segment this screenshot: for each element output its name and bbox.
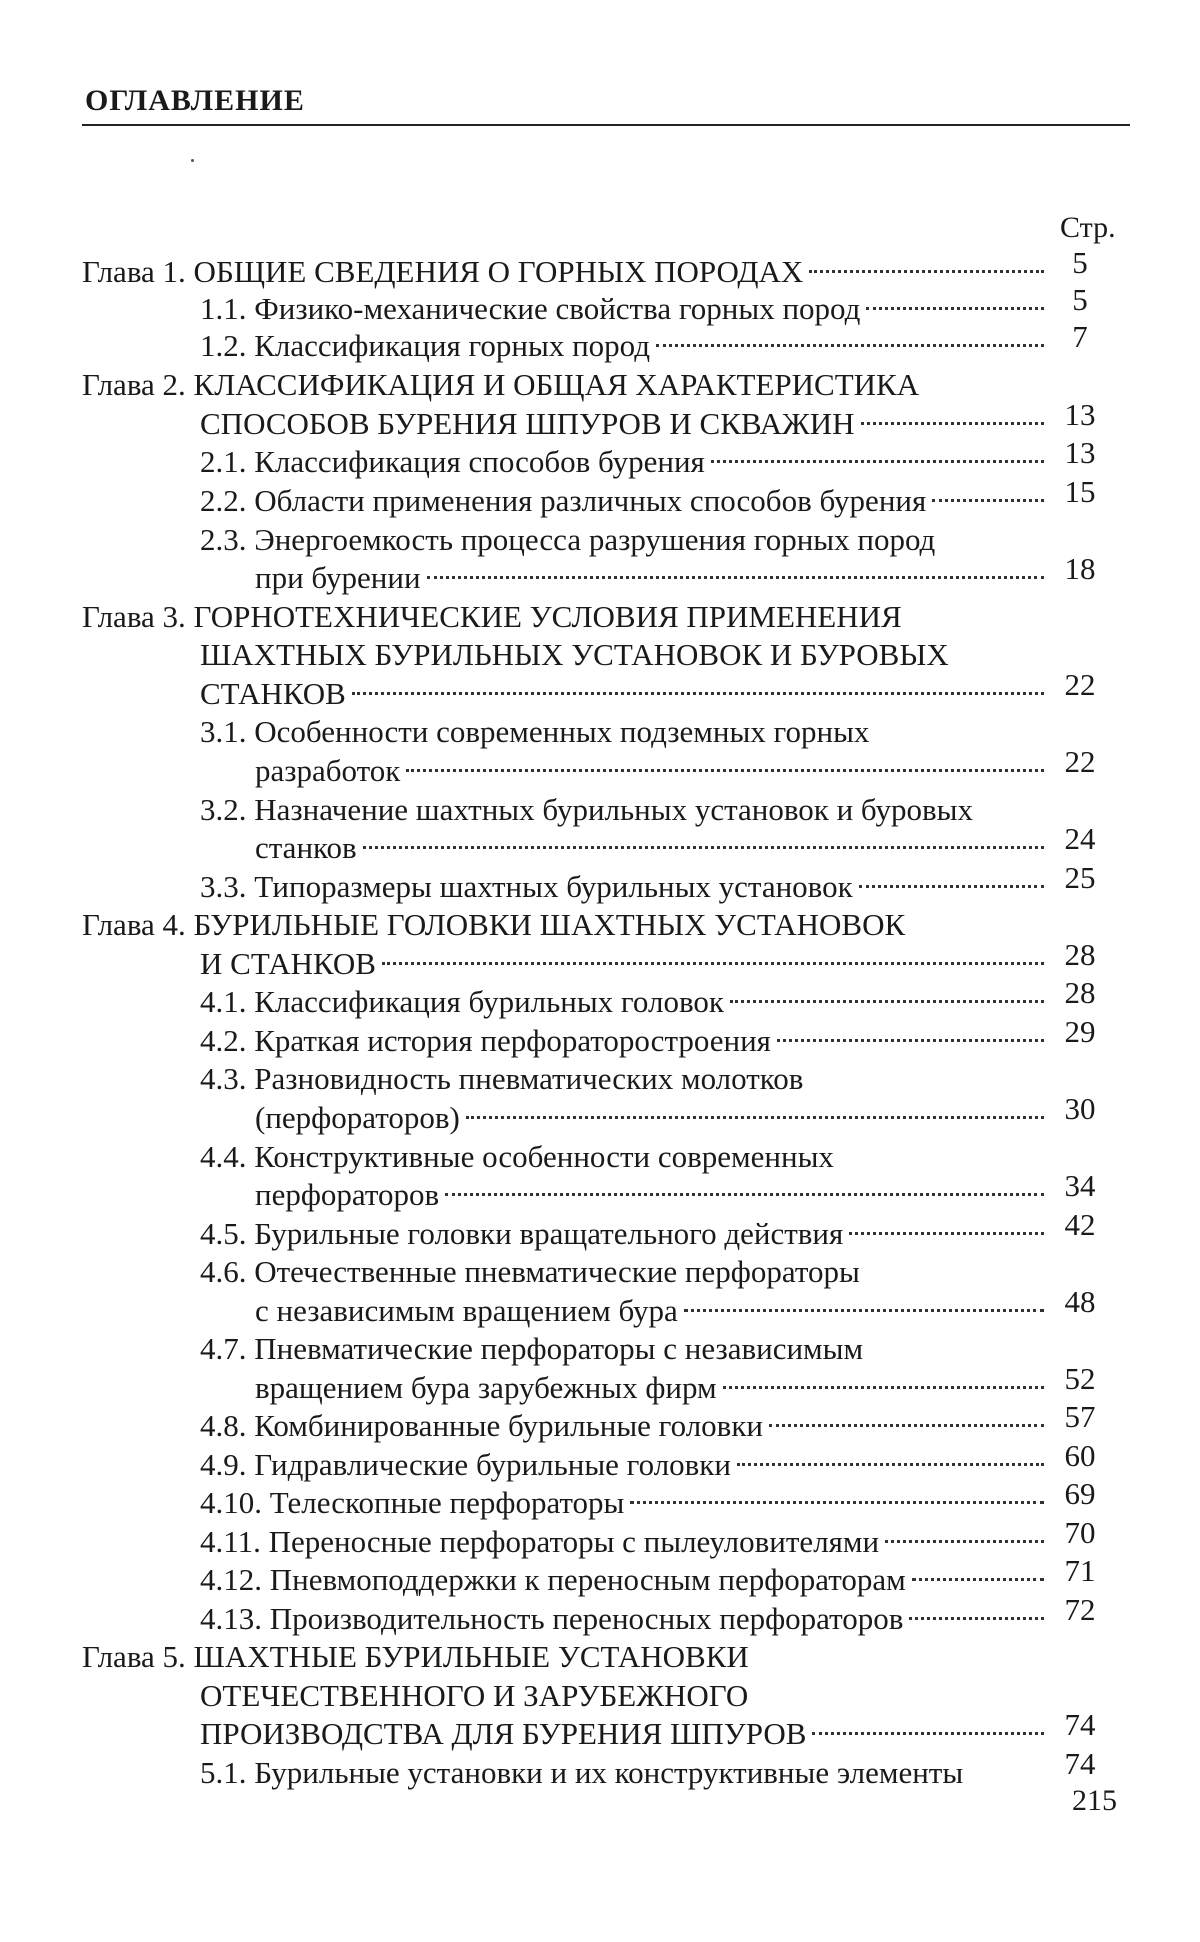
toc-page-number: 28 xyxy=(1064,975,1096,1010)
toc-entry-chapter-2-cont[interactable]: СПОСОБОВ БУРЕНИЯ ШПУРОВ И СКВАЖИН xyxy=(200,396,1050,434)
toc-page-number: 71 xyxy=(1064,1553,1096,1588)
toc-page-number: 25 xyxy=(1064,860,1096,895)
toc-entry-3-1[interactable]: 3.1. Особенности современных подземных горных xyxy=(200,714,870,749)
toc-page-number: 22 xyxy=(1064,667,1096,702)
toc-page-number: 52 xyxy=(1064,1361,1096,1396)
toc-entry-chapter-1[interactable]: Глава 1. ОБЩИЕ СВЕДЕНИЯ О ГОРНЫХ ПОРОДАХ xyxy=(82,244,1050,282)
toc-entry-chapter-4[interactable]: Глава 4. БУРИЛЬНЫЕ ГОЛОВКИ ШАХТНЫХ УСТАНОВОК xyxy=(82,907,906,942)
toc-entry-chapter-3[interactable]: Глава 3. ГОРНОТЕХНИЧЕСКИЕ УСЛОВИЯ ПРИМЕНЕНИЯ xyxy=(82,599,902,634)
toc-entry-4-11[interactable]: 4.11. Переносные перфораторы с пылеуловителями xyxy=(200,1514,1050,1552)
toc-entry-3-2[interactable]: 3.2. Назначение шахтных бурильных установок и буровых xyxy=(200,792,973,827)
toc-entry-1-1[interactable]: 1.1. Физико-механические свойства горных пород xyxy=(200,281,1050,319)
toc-entry-4-6[interactable]: 4.6. Отечественные пневматические перфораторы xyxy=(200,1254,860,1289)
toc-page-number: 74 xyxy=(1064,1707,1096,1742)
toc-entry-3-2-cont[interactable]: станков xyxy=(255,820,1050,858)
toc-entry-1-2[interactable]: 1.2. Классификация горных пород xyxy=(200,318,1050,356)
toc-page-number: 70 xyxy=(1064,1515,1096,1550)
toc-entry-2-3[interactable]: 2.3. Энергоемкость процесса разрушения горных пород xyxy=(200,522,936,557)
toc-page-number: 5 xyxy=(1072,245,1088,280)
toc-entry-chapter-3-cont-2[interactable]: СТАНКОВ xyxy=(200,666,1050,704)
toc-page-number: 74 xyxy=(1064,1746,1096,1781)
toc-page-number: 48 xyxy=(1064,1284,1096,1319)
toc-page-number: 5 xyxy=(1072,282,1088,317)
toc-entry-4-7[interactable]: 4.7. Пневматические перфораторы с независимым xyxy=(200,1331,864,1366)
toc-entry-chapter-3-cont[interactable]: ШАХТНЫХ БУРИЛЬНЫХ УСТАНОВОК И БУРОВЫХ xyxy=(200,637,949,672)
toc-page-number: 57 xyxy=(1064,1399,1096,1434)
toc-entry-5-1[interactable]: 5.1. Бурильные установки и их конструктивные элементы xyxy=(200,1755,964,1790)
toc-entry-4-1[interactable]: 4.1. Классификация бурильных головок xyxy=(200,974,1050,1012)
toc-entry-4-7-cont[interactable]: вращением бура зарубежных фирм xyxy=(255,1360,1050,1398)
toc-entry-chapter-2[interactable]: Глава 2. КЛАССИФИКАЦИЯ И ОБЩАЯ ХАРАКТЕРИСТИКА xyxy=(82,367,920,402)
toc-page-number: 18 xyxy=(1064,551,1096,586)
page-number-folio: 215 xyxy=(1072,1784,1117,1817)
toc-page-number: 13 xyxy=(1064,435,1096,470)
toc-entry-4-8[interactable]: 4.8. Комбинированные бурильные головки xyxy=(200,1398,1050,1436)
toc-page-number: 29 xyxy=(1064,1014,1096,1049)
toc-entry-4-6-cont[interactable]: с независимым вращением бура xyxy=(255,1283,1050,1321)
toc-entry-4-3-cont[interactable]: (перфораторов) xyxy=(255,1090,1050,1128)
toc-page-number: 28 xyxy=(1064,937,1096,972)
toc-page-number: 22 xyxy=(1064,744,1096,779)
toc-entry-3-1-cont[interactable]: разработок xyxy=(255,743,1050,781)
toc-entry-2-1[interactable]: 2.1. Классификация способов бурения xyxy=(200,434,1050,472)
toc-page-number: 7 xyxy=(1072,319,1088,354)
toc-page-number: 72 xyxy=(1064,1592,1096,1627)
toc-entry-chapter-5-cont[interactable]: ОТЕЧЕСТВЕННОГО И ЗАРУБЕЖНОГО xyxy=(200,1678,749,1713)
toc-entry-4-4-cont[interactable]: перфораторов xyxy=(255,1167,1050,1205)
toc-entry-4-10[interactable]: 4.10. Телескопные перфораторы xyxy=(200,1475,1050,1513)
toc-entry-4-13[interactable]: 4.13. Производительность переносных перфораторов xyxy=(200,1591,1050,1629)
header-rule xyxy=(82,124,1130,126)
toc-entry-chapter-5-cont-2[interactable]: ПРОИЗВОДСТВА ДЛЯ БУРЕНИЯ ШПУРОВ xyxy=(200,1706,1050,1744)
toc-entry-4-5[interactable]: 4.5. Бурильные головки вращательного действия xyxy=(200,1206,1050,1244)
toc-entry-4-12[interactable]: 4.12. Пневмоподдержки к переносным перфораторам xyxy=(200,1552,1050,1590)
toc-entry-chapter-4-cont[interactable]: И СТАНКОВ xyxy=(200,936,1050,974)
toc-page-number: 24 xyxy=(1064,821,1096,856)
toc-entry-chapter-5[interactable]: Глава 5. ШАХТНЫЕ БУРИЛЬНЫЕ УСТАНОВКИ xyxy=(82,1639,749,1674)
toc-page-number: 69 xyxy=(1064,1476,1096,1511)
toc-page-number: 30 xyxy=(1064,1091,1096,1126)
toc-page-number: 60 xyxy=(1064,1438,1096,1473)
toc-page-number: 13 xyxy=(1064,397,1096,432)
page-column-label: Стр. xyxy=(1060,211,1116,244)
toc-page-number: 15 xyxy=(1064,474,1096,509)
toc-entry-2-2[interactable]: 2.2. Области применения различных способов бурения xyxy=(200,473,1050,511)
scan-speck xyxy=(191,159,194,162)
toc-page-number: 34 xyxy=(1064,1168,1096,1203)
toc-entry-2-3-cont[interactable]: при бурении xyxy=(255,550,1050,588)
toc-page-number: 42 xyxy=(1064,1207,1096,1242)
toc-entry-4-2[interactable]: 4.2. Краткая история перфораторостроения xyxy=(200,1013,1050,1051)
toc-entry-4-3[interactable]: 4.3. Разновидность пневматических молотков xyxy=(200,1061,804,1096)
toc-entry-4-4[interactable]: 4.4. Конструктивные особенности современных xyxy=(200,1139,834,1174)
page-title: ОГЛАВЛЕНИЕ xyxy=(85,84,305,117)
toc-entry-3-3[interactable]: 3.3. Типоразмеры шахтных бурильных установок xyxy=(200,859,1050,897)
toc-entry-4-9[interactable]: 4.9. Гидравлические бурильные головки xyxy=(200,1437,1050,1475)
